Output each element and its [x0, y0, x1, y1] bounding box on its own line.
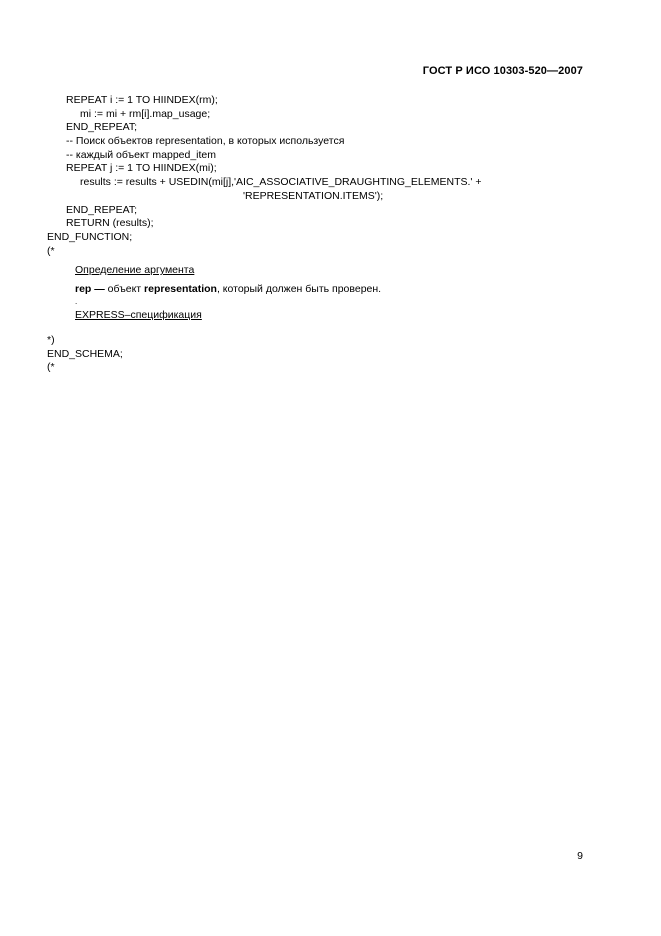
schema-tail [47, 334, 123, 375]
argument-entity: representation [144, 283, 217, 295]
code-line: RETURN (results); [66, 217, 154, 230]
code-line: 'REPRESENTATION.ITEMS'); [243, 189, 384, 202]
page-header: ГОСТ Р ИСО 10303-520—2007 [422, 65, 583, 77]
code-comment: -- Поиск объектов representation, в которых используется [66, 135, 345, 148]
argument-heading: Определение аргумента [75, 264, 195, 276]
code-line: mi := mi + rm[i].map_usage; [80, 107, 211, 120]
argument-text: объект [104, 283, 145, 295]
code-line: END_FUNCTION; [47, 230, 133, 243]
code-line: END_REPEAT; [66, 121, 137, 134]
code-line: REPEAT j := 1 TO HIINDEX(mi); [66, 162, 217, 175]
argument-text: , который должен быть проверен. [216, 283, 382, 295]
code-line: results := results + USEDIN(mi[j],'AIC_ASSOCIATIVE_DRAUGHTING_ELEMENTS.' + [80, 176, 482, 189]
page-number: 9 [577, 850, 583, 862]
stray-dot: . [75, 297, 78, 306]
argument-term: rep — [75, 283, 105, 295]
express-heading: EXPRESS–спецификация [75, 309, 202, 321]
code-comment: -- каждый объект mapped_item [66, 148, 217, 161]
code-line: END_SCHEMA; [47, 347, 123, 360]
code-line: *) [47, 334, 55, 346]
code-block [47, 94, 607, 258]
code-line: REPEAT i := 1 TO HIINDEX(rm); [66, 94, 218, 106]
code-line: (* [47, 361, 55, 374]
code-line: END_REPEAT; [66, 203, 137, 216]
argument-definition [75, 283, 381, 295]
code-line: (* [47, 244, 55, 257]
